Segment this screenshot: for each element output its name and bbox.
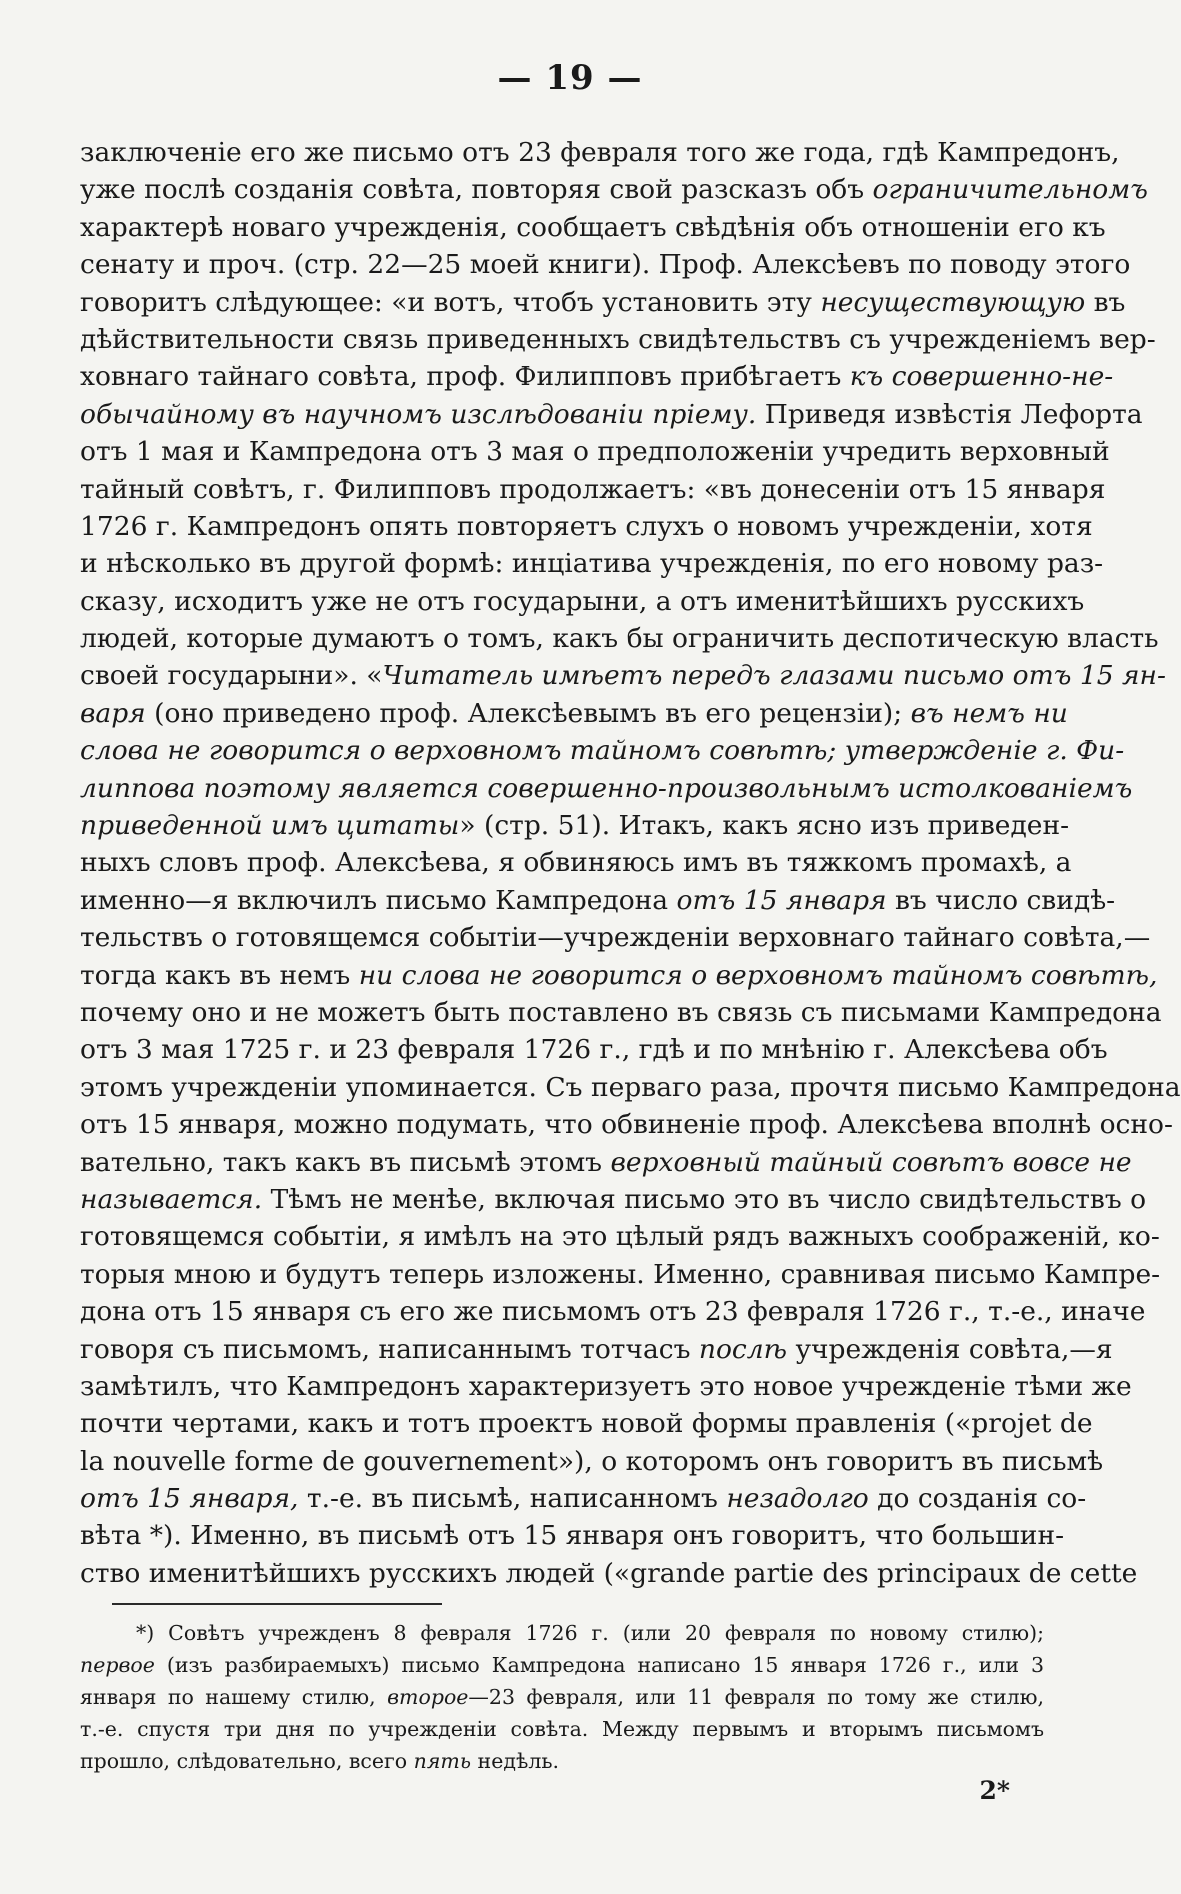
text-line	[80, 957, 1158, 994]
italic-run: обычайному въ научномъ изслѣдованіи пріему.	[80, 398, 757, 430]
text-run: своей государыни». «	[80, 660, 383, 692]
text-line	[80, 209, 1106, 246]
text-run: т.-е. спустя три дня по учрежденіи совѣта. Между первымъ и вторымъ письмомъ	[80, 1717, 1044, 1741]
text-run: Приведя извѣстія Лефорта	[756, 398, 1143, 430]
footnote-rule	[112, 1603, 442, 1605]
footnote-line	[80, 1745, 1044, 1777]
body-text	[80, 134, 1181, 1592]
text-run: заключеніе его же письмо отъ 23 февраля того же года, гдѣ Кампредонъ,	[80, 137, 1120, 168]
text-line	[80, 508, 1093, 545]
text-line	[80, 284, 1126, 321]
italic-run: въ немъ ни	[910, 697, 1068, 729]
text-run: отъ 3 мая 1725 г. и 23 февраля 1726 г., гдѣ и по мнѣнію г. Алексѣева объ	[80, 1034, 1108, 1066]
text-run: въ число свидѣ-	[886, 884, 1116, 916]
text-run: вательно, такъ какъ въ письмѣ этомъ	[80, 1146, 611, 1178]
text-run: тайный совѣтъ, г. Филипповъ продолжаетъ: «въ донесеніи отъ 15 января	[80, 473, 1106, 505]
text-line	[80, 844, 1072, 881]
italic-run: несуществующую	[820, 286, 1086, 318]
text-line	[80, 1368, 1132, 1405]
text-line	[80, 695, 1068, 732]
text-run: дона отъ 15 января съ его же письмомъ отъ 23 февраля 1726 г., т.-е., иначе	[80, 1296, 1146, 1328]
text-line	[80, 358, 1114, 395]
text-run: *) Совѣтъ учрежденъ 8 февраля 1726 г. (или 20 февраля по новому стилю);	[136, 1621, 1044, 1645]
text-run: вѣта *). Именно, въ письмѣ отъ 15 января онъ говоритъ, что большин-	[80, 1520, 1065, 1552]
text-run: до созданія со-	[868, 1483, 1087, 1515]
text-line	[80, 1331, 1113, 1368]
text-run: говоря съ письмомъ, написаннымъ тотчасъ	[80, 1333, 699, 1365]
text-line	[80, 657, 1166, 694]
text-line	[80, 321, 1156, 358]
italic-run: первое	[80, 1653, 155, 1677]
text-run: Тѣмъ не менѣе, включая письмо это въ число свидѣтельствъ о	[262, 1183, 1147, 1215]
text-run: —23 февраля, или 11 февраля по тому же стилю,	[468, 1685, 1044, 1709]
text-line	[80, 882, 1116, 919]
text-run: прошло, слѣдовательно, всего	[80, 1749, 414, 1773]
text-line	[80, 171, 1148, 208]
text-run: т.-е. въ письмѣ, написанномъ	[298, 1483, 727, 1515]
text-run: говоритъ слѣдующее: «и вотъ, чтобъ установить эту	[80, 286, 821, 318]
text-line	[80, 1031, 1108, 1068]
text-run: (изъ разбираемыхъ) письмо Кампредона написано 15 января 1726 г., или 3	[154, 1653, 1044, 1677]
text-run: характерѣ новаго учрежденія, сообщаетъ свѣдѣнія объ отношеніи его къ	[80, 211, 1106, 243]
footnote-line	[80, 1713, 1044, 1745]
text-run: (оно приведено проф. Алексѣевымъ въ его рецензіи);	[145, 697, 911, 729]
text-run: замѣтилъ, что Кампредонъ характеризуетъ это новое учрежденіе тѣми же	[80, 1370, 1132, 1402]
footnote-line	[80, 1617, 1044, 1649]
text-line	[80, 732, 1125, 769]
text-run: готовящемся событіи, я имѣлъ на это цѣлый рядъ важныхъ соображеній, ко-	[80, 1221, 1160, 1253]
text-line	[80, 1555, 1138, 1592]
text-line	[80, 1256, 1161, 1293]
text-line	[80, 545, 1104, 582]
text-run: 1726 г. Кампредонъ опять повторяетъ слухъ о новомъ учрежденіи, хотя	[80, 510, 1093, 542]
page-number: — 19 —	[497, 58, 643, 98]
text-run: сенату и проч. (стр. 22—25 моей книги). Проф. Алексѣевъ по поводу этого	[80, 249, 1131, 281]
text-line	[80, 471, 1106, 508]
text-line	[80, 807, 1070, 844]
text-line	[80, 1480, 1087, 1517]
text-run: торыя мною и будутъ теперь изложены. Именно, сравнивая письмо Кампре-	[80, 1258, 1161, 1290]
text-line	[80, 433, 1110, 470]
text-run: этомъ учрежденіи упоминается. Съ перваго раза, прочтя письмо Кампредона	[80, 1071, 1181, 1103]
text-run: и нѣсколько въ другой формѣ: инціатива учрежденія, по его новому раз-	[80, 548, 1104, 580]
text-run: недѣль.	[471, 1749, 560, 1773]
italic-run: называется.	[80, 1183, 263, 1215]
signature-mark: 2*	[979, 1776, 1010, 1805]
text-line	[80, 994, 1162, 1031]
italic-run: слова не говорится о верховномъ тайномъ совѣтѣ; утвержденіе г. Фи-	[80, 735, 1125, 767]
italic-run: Читатель имѣетъ передъ глазами письмо отъ 15 ян-	[382, 660, 1166, 692]
text-line	[80, 1293, 1146, 1330]
text-line	[80, 770, 1133, 807]
text-run: ховнаго тайнаго совѣта, проф. Филипповъ прибѣгаетъ	[80, 361, 850, 393]
italic-run: къ совершенно-не-	[849, 361, 1114, 393]
footnote-line	[80, 1681, 1044, 1713]
text-run: ныхъ словъ проф. Алексѣева, я обвиняюсь имъ въ тяжкомъ промахѣ, а	[80, 847, 1072, 879]
text-run: уже послѣ созданія совѣта, повторяя свой разсказъ объ	[80, 174, 873, 206]
text-run: тогда какъ въ немъ	[80, 959, 359, 991]
text-line	[80, 1181, 1147, 1218]
italic-run: незадолго	[726, 1483, 869, 1515]
italic-run: варя	[80, 697, 146, 729]
text-line	[80, 583, 1085, 620]
text-line	[80, 1218, 1160, 1255]
italic-run: второе	[387, 1685, 469, 1709]
italic-run: послѣ	[698, 1333, 788, 1365]
text-line	[80, 1405, 1093, 1442]
text-run: сказу, исходитъ уже не отъ государыни, а отъ именитѣйшихъ русскихъ	[80, 585, 1085, 617]
text-line	[80, 1069, 1181, 1106]
text-line	[80, 1443, 1104, 1480]
text-run: именно—я включилъ письмо Кампредона	[80, 884, 677, 916]
italic-run: ни слова не говорится о верховномъ тайномъ совѣтѣ,	[358, 959, 1158, 991]
text-line	[80, 919, 1151, 956]
text-line	[80, 1517, 1065, 1554]
text-run: отъ 15 января, можно подумать, что обвиненіе проф. Алексѣева вполнѣ осно-	[80, 1109, 1173, 1141]
text-run: тельствъ о готовящемся событіи—учрежденіи верховнаго тайнаго совѣта,—	[80, 922, 1151, 954]
text-run: почему оно и не можетъ быть поставлено въ связь съ письмами Кампредона	[80, 996, 1162, 1028]
text-run: дѣйствительности связь приведенныхъ свидѣтельствъ съ учрежденіемъ вер-	[80, 323, 1156, 355]
text-line	[80, 134, 1120, 171]
text-run: la nouvelle forme de gouvernement»), о которомъ онъ говоритъ въ письмѣ	[80, 1445, 1104, 1477]
italic-run: ограничительномъ	[872, 174, 1148, 206]
text-run: людей, которые думаютъ о томъ, какъ бы ограничить деспотическую власть	[80, 623, 1159, 655]
text-run: въ	[1085, 286, 1126, 318]
text-line	[80, 620, 1159, 657]
text-run: почти чертами, какъ и тотъ проектъ новой формы правленія («projet de	[80, 1408, 1093, 1440]
text-run: отъ 1 мая и Кампредона отъ 3 мая о предположеніи учредить верховный	[80, 436, 1110, 468]
text-line	[80, 1106, 1173, 1143]
text-line	[80, 1144, 1132, 1181]
italic-run: отъ 15 января	[676, 884, 887, 916]
footnote	[80, 1617, 1044, 1777]
italic-run: пять	[413, 1749, 472, 1773]
italic-run: отъ 15 января,	[80, 1483, 299, 1515]
italic-run: липпова поэтому является совершенно-произвольнымъ истолкованіемъ	[80, 772, 1133, 804]
text-run: » (стр. 51). Итакъ, какъ ясно изъ приведен-	[459, 810, 1070, 842]
text-line	[80, 246, 1131, 283]
text-line	[80, 396, 1143, 433]
italic-run: приведенной имъ цитаты	[80, 810, 460, 842]
footnote-line	[80, 1649, 1044, 1681]
italic-run: верховный тайный совѣтъ вовсе не	[610, 1146, 1132, 1178]
text-run: учрежденія совѣта,—я	[787, 1333, 1113, 1365]
text-run: января по нашему стилю,	[80, 1685, 388, 1709]
text-run: ство именитѣйшихъ русскихъ людей («grande partie des principaux de cette	[80, 1557, 1138, 1589]
